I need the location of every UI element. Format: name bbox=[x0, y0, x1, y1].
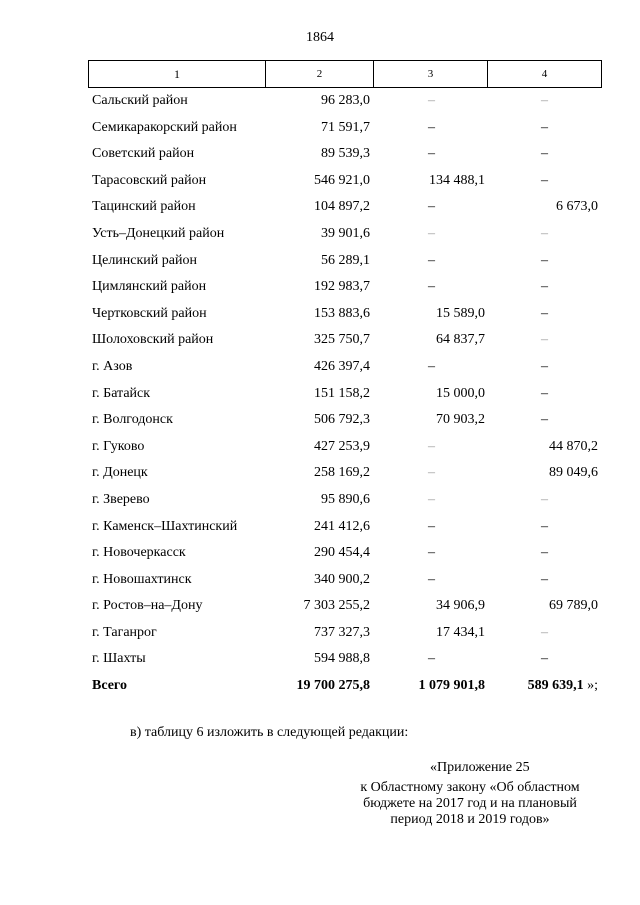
row-value-3: – bbox=[428, 571, 435, 587]
row-name: Целинский район bbox=[92, 252, 197, 268]
table-row bbox=[0, 540, 640, 567]
page-number: 1864 bbox=[306, 30, 334, 45]
row-value-3: 15 000,0 bbox=[436, 385, 485, 401]
row-value-4: 69 789,0 bbox=[549, 598, 598, 614]
row-value-2: 151 158,2 bbox=[314, 385, 370, 401]
column-header-1: 1 bbox=[89, 61, 266, 87]
row-value-2: 506 792,3 bbox=[314, 412, 370, 428]
table-row bbox=[0, 381, 640, 408]
row-name: г. Каменск–Шахтинский bbox=[92, 518, 238, 534]
row-value-3: – bbox=[428, 119, 435, 135]
row-value-4: – bbox=[541, 93, 548, 108]
row-value-2: 39 901,6 bbox=[321, 225, 370, 241]
row-value-3: – bbox=[428, 651, 435, 667]
row-name: Тарасовский район bbox=[92, 172, 207, 188]
row-name: г. Батайск bbox=[92, 385, 151, 401]
row-value-3: – bbox=[428, 199, 435, 215]
row-value-4: – bbox=[541, 252, 548, 268]
appendix-line-1: к Областному закону «Об областном bbox=[360, 780, 580, 795]
row-name: г. Зверево bbox=[92, 491, 150, 507]
row-value-4: – bbox=[541, 412, 548, 428]
row-value-4: – bbox=[541, 491, 548, 507]
row-value-4: – bbox=[541, 279, 548, 295]
row-value-4: 89 049,6 bbox=[549, 465, 598, 481]
table-header bbox=[88, 60, 602, 88]
row-name: Сальский район bbox=[92, 93, 188, 108]
table-row bbox=[0, 646, 640, 673]
table-row bbox=[0, 593, 640, 620]
row-value-4: – bbox=[541, 225, 548, 241]
appendix-caption bbox=[320, 780, 620, 828]
row-value-4: – bbox=[541, 518, 548, 534]
table-row bbox=[0, 354, 640, 381]
table-row bbox=[0, 221, 640, 248]
row-value-4: – bbox=[541, 332, 548, 348]
row-value-4: – bbox=[541, 545, 548, 561]
row-value-4: – bbox=[541, 651, 548, 667]
row-value-3: – bbox=[428, 491, 435, 507]
row-value-4: 6 673,0 bbox=[556, 199, 598, 215]
row-value-2: 427 253,9 bbox=[314, 438, 370, 454]
row-value-4: – bbox=[541, 172, 548, 188]
row-name: г. Таганрог bbox=[92, 624, 157, 640]
row-name: г. Азов bbox=[92, 358, 133, 374]
row-value-3: – bbox=[428, 465, 435, 481]
total-label: Всего bbox=[92, 678, 127, 694]
row-value-3: 70 903,2 bbox=[436, 412, 485, 428]
row-value-3: 15 589,0 bbox=[436, 305, 485, 321]
row-value-3: 64 837,7 bbox=[436, 332, 485, 348]
total-value-3: 1 079 901,8 bbox=[418, 678, 485, 694]
row-value-3: 34 906,9 bbox=[436, 598, 485, 614]
row-value-2: 192 983,7 bbox=[314, 279, 370, 295]
row-value-2: 96 283,0 bbox=[321, 93, 370, 108]
table-row bbox=[0, 301, 640, 328]
row-value-4: – bbox=[541, 571, 548, 587]
row-name: Тацинский район bbox=[92, 199, 196, 215]
row-name: Усть–Донецкий район bbox=[92, 225, 225, 241]
row-value-2: 546 921,0 bbox=[314, 172, 370, 188]
row-name: г. Шахты bbox=[92, 651, 146, 667]
table-row bbox=[0, 514, 640, 541]
row-value-4: – bbox=[541, 624, 548, 640]
row-name: г. Ростов–на–Дону bbox=[92, 598, 203, 614]
row-value-2: 71 591,7 bbox=[321, 119, 370, 135]
total-value-2: 19 700 275,8 bbox=[296, 678, 370, 694]
table-row bbox=[0, 274, 640, 301]
row-value-2: 737 327,3 bbox=[314, 624, 370, 640]
row-name: г. Новошахтинск bbox=[92, 571, 192, 587]
table-row bbox=[0, 88, 640, 115]
row-name: г. Гуково bbox=[92, 438, 145, 454]
table-row bbox=[0, 620, 640, 647]
table-row bbox=[0, 194, 640, 221]
row-value-2: 153 883,6 bbox=[314, 305, 370, 321]
instruction-text: в) таблицу 6 изложить в следующей редакции: bbox=[130, 725, 409, 740]
row-name: г. Волгодонск bbox=[92, 412, 173, 428]
row-value-4: – bbox=[541, 305, 548, 321]
row-value-2: 340 900,2 bbox=[314, 571, 370, 587]
row-value-4: – bbox=[541, 146, 548, 162]
row-value-4: 44 870,2 bbox=[549, 438, 598, 454]
row-value-4: – bbox=[541, 119, 548, 135]
row-value-2: 241 412,6 bbox=[314, 518, 370, 534]
table-row bbox=[0, 115, 640, 142]
appendix-title: «Приложение 25 bbox=[430, 760, 530, 775]
row-value-4: – bbox=[541, 385, 548, 401]
row-value-2: 89 539,3 bbox=[321, 146, 370, 162]
table-row bbox=[0, 434, 640, 461]
row-value-2: 56 289,1 bbox=[321, 252, 370, 268]
row-value-3: 134 488,1 bbox=[429, 172, 485, 188]
table-row bbox=[0, 141, 640, 168]
table-row bbox=[0, 460, 640, 487]
table-row bbox=[0, 407, 640, 434]
row-value-2: 95 890,6 bbox=[321, 491, 370, 507]
row-value-2: 594 988,8 bbox=[314, 651, 370, 667]
row-value-2: 325 750,7 bbox=[314, 332, 370, 348]
table-body bbox=[0, 88, 640, 700]
table-row bbox=[0, 327, 640, 354]
table-row bbox=[0, 168, 640, 195]
row-value-3: – bbox=[428, 146, 435, 162]
row-value-2: 258 169,2 bbox=[314, 465, 370, 481]
column-header-3: 3 bbox=[374, 61, 488, 87]
row-value-3: – bbox=[428, 438, 435, 454]
row-value-2: 7 303 255,2 bbox=[303, 598, 370, 614]
row-value-4: – bbox=[541, 358, 548, 374]
table-row bbox=[0, 567, 640, 594]
row-name: Советский район bbox=[92, 146, 195, 162]
row-value-3: – bbox=[428, 93, 435, 108]
column-header-2: 2 bbox=[266, 61, 374, 87]
row-value-2: 290 454,4 bbox=[314, 545, 370, 561]
row-name: г. Донецк bbox=[92, 465, 148, 481]
total-value-4-wrap bbox=[528, 678, 598, 694]
table-row bbox=[0, 248, 640, 275]
column-header-4: 4 bbox=[541, 68, 548, 80]
row-name: Чертковский район bbox=[92, 305, 207, 321]
row-name: Шолоховский район bbox=[92, 332, 214, 348]
total-value-4: 589 639,1 bbox=[527, 678, 584, 694]
appendix-line-2: бюджете на 2017 год и на плановый bbox=[363, 796, 577, 811]
table-row bbox=[0, 487, 640, 514]
row-value-3: 17 434,1 bbox=[436, 624, 485, 640]
row-value-3: – bbox=[428, 518, 435, 534]
row-value-3: – bbox=[428, 225, 435, 241]
total-suffix: »; bbox=[587, 678, 598, 694]
row-name: г. Новочеркасск bbox=[92, 545, 186, 561]
row-value-2: 426 397,4 bbox=[314, 358, 370, 374]
row-value-3: – bbox=[428, 279, 435, 295]
total-row bbox=[0, 673, 640, 700]
row-name: Цимлянский район bbox=[92, 279, 207, 295]
row-value-2: 104 897,2 bbox=[314, 199, 370, 215]
row-name: Семикаракорский район bbox=[92, 119, 237, 135]
row-value-3: – bbox=[428, 358, 435, 374]
row-value-3: – bbox=[428, 545, 435, 561]
row-value-3: – bbox=[428, 252, 435, 268]
appendix-line-3: период 2018 и 2019 годов» bbox=[390, 812, 550, 827]
